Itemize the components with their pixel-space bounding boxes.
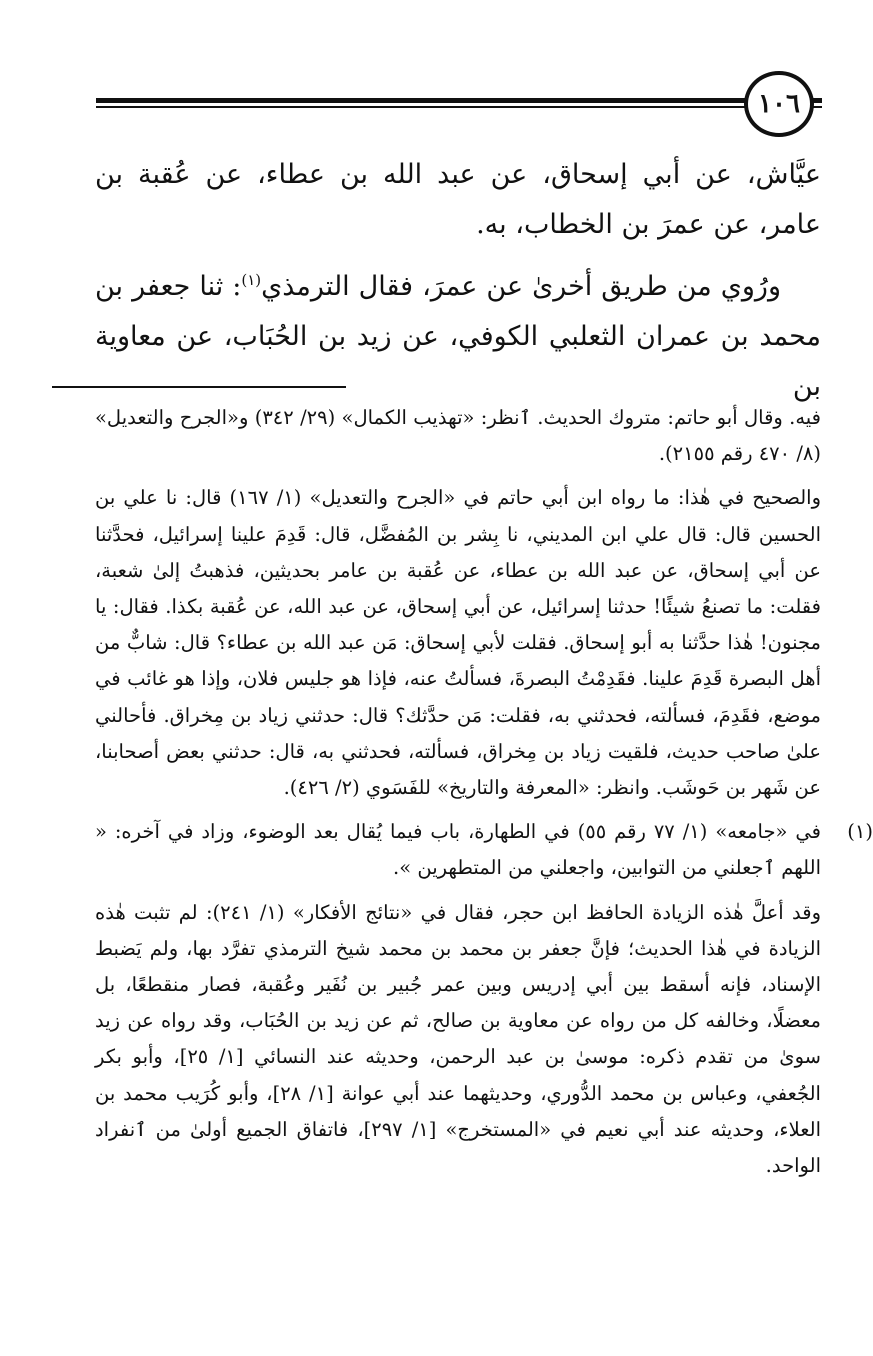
main-paragraph	[95, 262, 821, 412]
footnotes	[95, 400, 873, 1192]
main-paragraph: عيَّاش، عن أبي إسحاق، عن عبد الله بن عطاء، عن عُقبة بن عامر، عن عمرَ بن الخطاب، به.	[95, 159, 821, 240]
footnote-reference[interactable]: (١)	[241, 271, 262, 289]
footnote-divider	[52, 386, 346, 388]
main-paragraph-rest: : ثنا جعفر بن محمد بن عمران الثعلبي الكوفي، عن زيد بن الحُبَاب، عن معاوية بن	[95, 271, 821, 402]
main-text	[95, 150, 821, 424]
header-rule-thin	[96, 106, 822, 108]
page-header	[96, 68, 822, 132]
footnote-paragraph: وقد أعلَّ هٰذه الزيادة الحافظ ابن حجر، فقال في «نتائج الأفكار» (١/ ٢٤١): لم تثبت هٰذه الزيادة في هٰذا الحديث؛ فإنَّ جعفر بن محمد بن محمد شيخ الترمذي تفرَّد بها، ولم يَضبط الإسناد، فإنه أسقط بين أبي إدريس وبين عمر جُبير بن نُفَير وعُقبة، فصار منقطعًا، بل معضلًا، وخالفه كل من رواه عن معاوية بن صالح، ثم عن زيد بن الحُبَاب، وقد رواه عن زيد سوىٰ من تقدم ذكره: موسىٰ بن عبد الرحمن، وحديثه عند النسائي [١/ ٢٥]، وأبو بكر الجُعفي، وعباس بن محمد الدُّوري، وحديثهما عند أبي عوانة [١/ ٢٨]، وأبو كُرَيب محمد بن العلاء، وحديثه عند أبي نعيم في «المستخرج» [١/ ٢٩٧]، فاتفاق الجميع أولىٰ من ٱنفراد الواحد.	[95, 900, 821, 1178]
main-paragraph-start: ورُوي من طريق أخرىٰ عن عمرَ، فقال الترمذي	[261, 271, 781, 302]
footnote-1-text: في «جامعه» (١/ ٧٧ رقم ٥٥) في الطهارة، باب فيما يُقال بعد الوضوء، وزاد في آخره: « اللهم ٱجعلني من التوابين، واجعلني من المتطهرين ».	[95, 820, 821, 880]
footnote-1	[95, 814, 873, 886]
footnote-1-marker: (١)	[847, 820, 873, 844]
footnote-paragraph: فيه. وقال أبو حاتم: متروك الحديث. ٱنظر: «تهذيب الكمال» (٢٩/ ٣٤٢) و«الجرح والتعديل» (٨/ ٤٧٠ رقم ٢١٥٥).	[95, 406, 821, 466]
page-number: ١٠٦	[744, 71, 814, 137]
footnote-paragraph: والصحيح في هٰذا: ما رواه ابن أبي حاتم في «الجرح والتعديل» (١/ ١٦٧) قال: نا علي بن الحسين قال: قال علي ابن المديني، نا بِشر بن المُفضَّل، قال: قَدِمَ علينا إسرائيل، فحدَّثنا عن أبي إسحاق، عن عبد الله بن عطاء، عن عُقبة بن عامر بحديثين، فذهبتُ إلىٰ شعبة، فقلت: ما تصنعُ شيئًا! حدثنا إسرائيل، عن أبي إسحاق، عن عبد الله، عن عُقبة بكذا. فقال: يا مجنون! هٰذا حدَّثنا به أبو إسحاق. فقلت لأبي إسحاق: مَن عبد الله بن عطاء؟ قال: شابٌّ من أهل البصرة قَدِمَ علينا. فقَدِمْتُ البصرةَ، فسألتُ عنه، فإذا هو جليس فلان، وإذا هو غائب في موضع، فقَدِمَ، فسألته، فحدثني به، فقلت: مَن حدَّثك؟ قال: حدثني زياد بن مِخراق. فأحالني علىٰ صاحب حديث، فلقيت زياد بن مِخراق، فسألته، فحدثني به، قال: حدثني بعض أصحابنا، عن شَهر بن حَوشَب. وانظر: «المعرفة والتاريخ» للفَسَوي (٢/ ٤٢٦).	[95, 486, 822, 800]
header-rule-thick	[96, 98, 822, 103]
